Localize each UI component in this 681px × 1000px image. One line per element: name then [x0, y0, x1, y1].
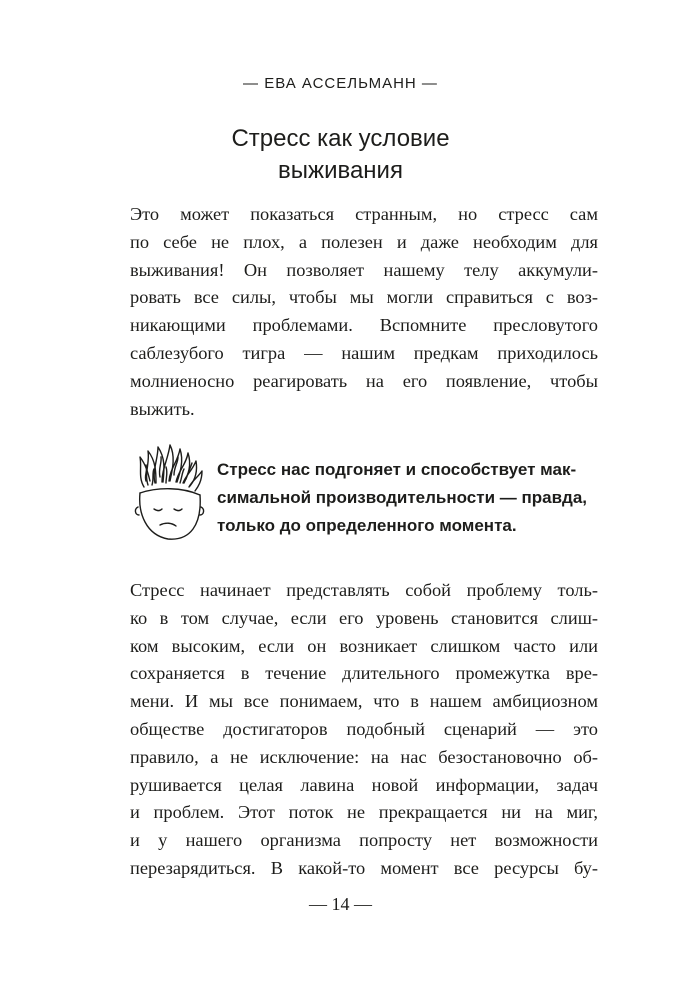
section-title-line: выживания [278, 157, 403, 184]
text-line: выживания! Он позволяет нашему телу аккумули- [130, 259, 598, 280]
body-paragraph-1 [130, 201, 598, 423]
section-title-line: Стресс как условие [231, 125, 450, 152]
callout-line: Стресс нас подгоняет и способствует мак- [217, 460, 577, 479]
text-line: мени. И мы все понимаем, что в нашем амбициозном [130, 691, 598, 712]
text-line: никающими проблемами. Вспомните пресловутого [130, 315, 598, 336]
callout-line: только до определенного момента. [217, 516, 517, 535]
text-line: Стресс начинает представлять собой проблему толь- [130, 580, 598, 600]
body-paragraph-2 [130, 577, 598, 883]
text-line: ко в том случае, если его уровень становится слиш- [130, 607, 598, 628]
callout-box [130, 443, 600, 553]
text-line: выжить. [130, 398, 195, 419]
text-line: перезарядиться. В какой-то момент все ресурсы бу- [130, 857, 598, 878]
text-line: и у нашего организма попросту нет возможности [130, 830, 598, 851]
callout-text [217, 456, 600, 540]
text-line: молниеносно реагировать на его появление, чтобы [130, 370, 598, 391]
text-line: и проблем. Этот поток не прекращается ни на миг, [130, 802, 598, 823]
text-line: рушивается целая лавина новой информации, задач [130, 774, 598, 795]
page-number: — 14 — [309, 894, 372, 914]
text-line: ровать все силы, чтобы мы могли справиться с воз- [130, 287, 598, 308]
text-line: ком высоким, если он возникает слишком часто или [130, 635, 598, 656]
head-on-fire-icon [130, 443, 210, 545]
text-line: сохраняется в течение длительного промежутка вре- [130, 663, 598, 684]
section-title [0, 123, 681, 187]
text-line: правило, а не исключение: на нас безостановочно об- [130, 746, 598, 767]
text-line: обществе достигаторов подобный сценарий — это [130, 718, 598, 739]
running-header: — ЕВА АССЕЛЬМАНН — [243, 75, 438, 92]
text-line: саблезубого тигра — нашим предкам приходилось [130, 342, 598, 363]
callout-line: симальной производительности — правда, [217, 488, 588, 507]
text-line: по себе не плох, а полезен и даже необходим для [130, 231, 598, 252]
text-line: Это может показаться странным, но стресс сам [130, 204, 598, 224]
